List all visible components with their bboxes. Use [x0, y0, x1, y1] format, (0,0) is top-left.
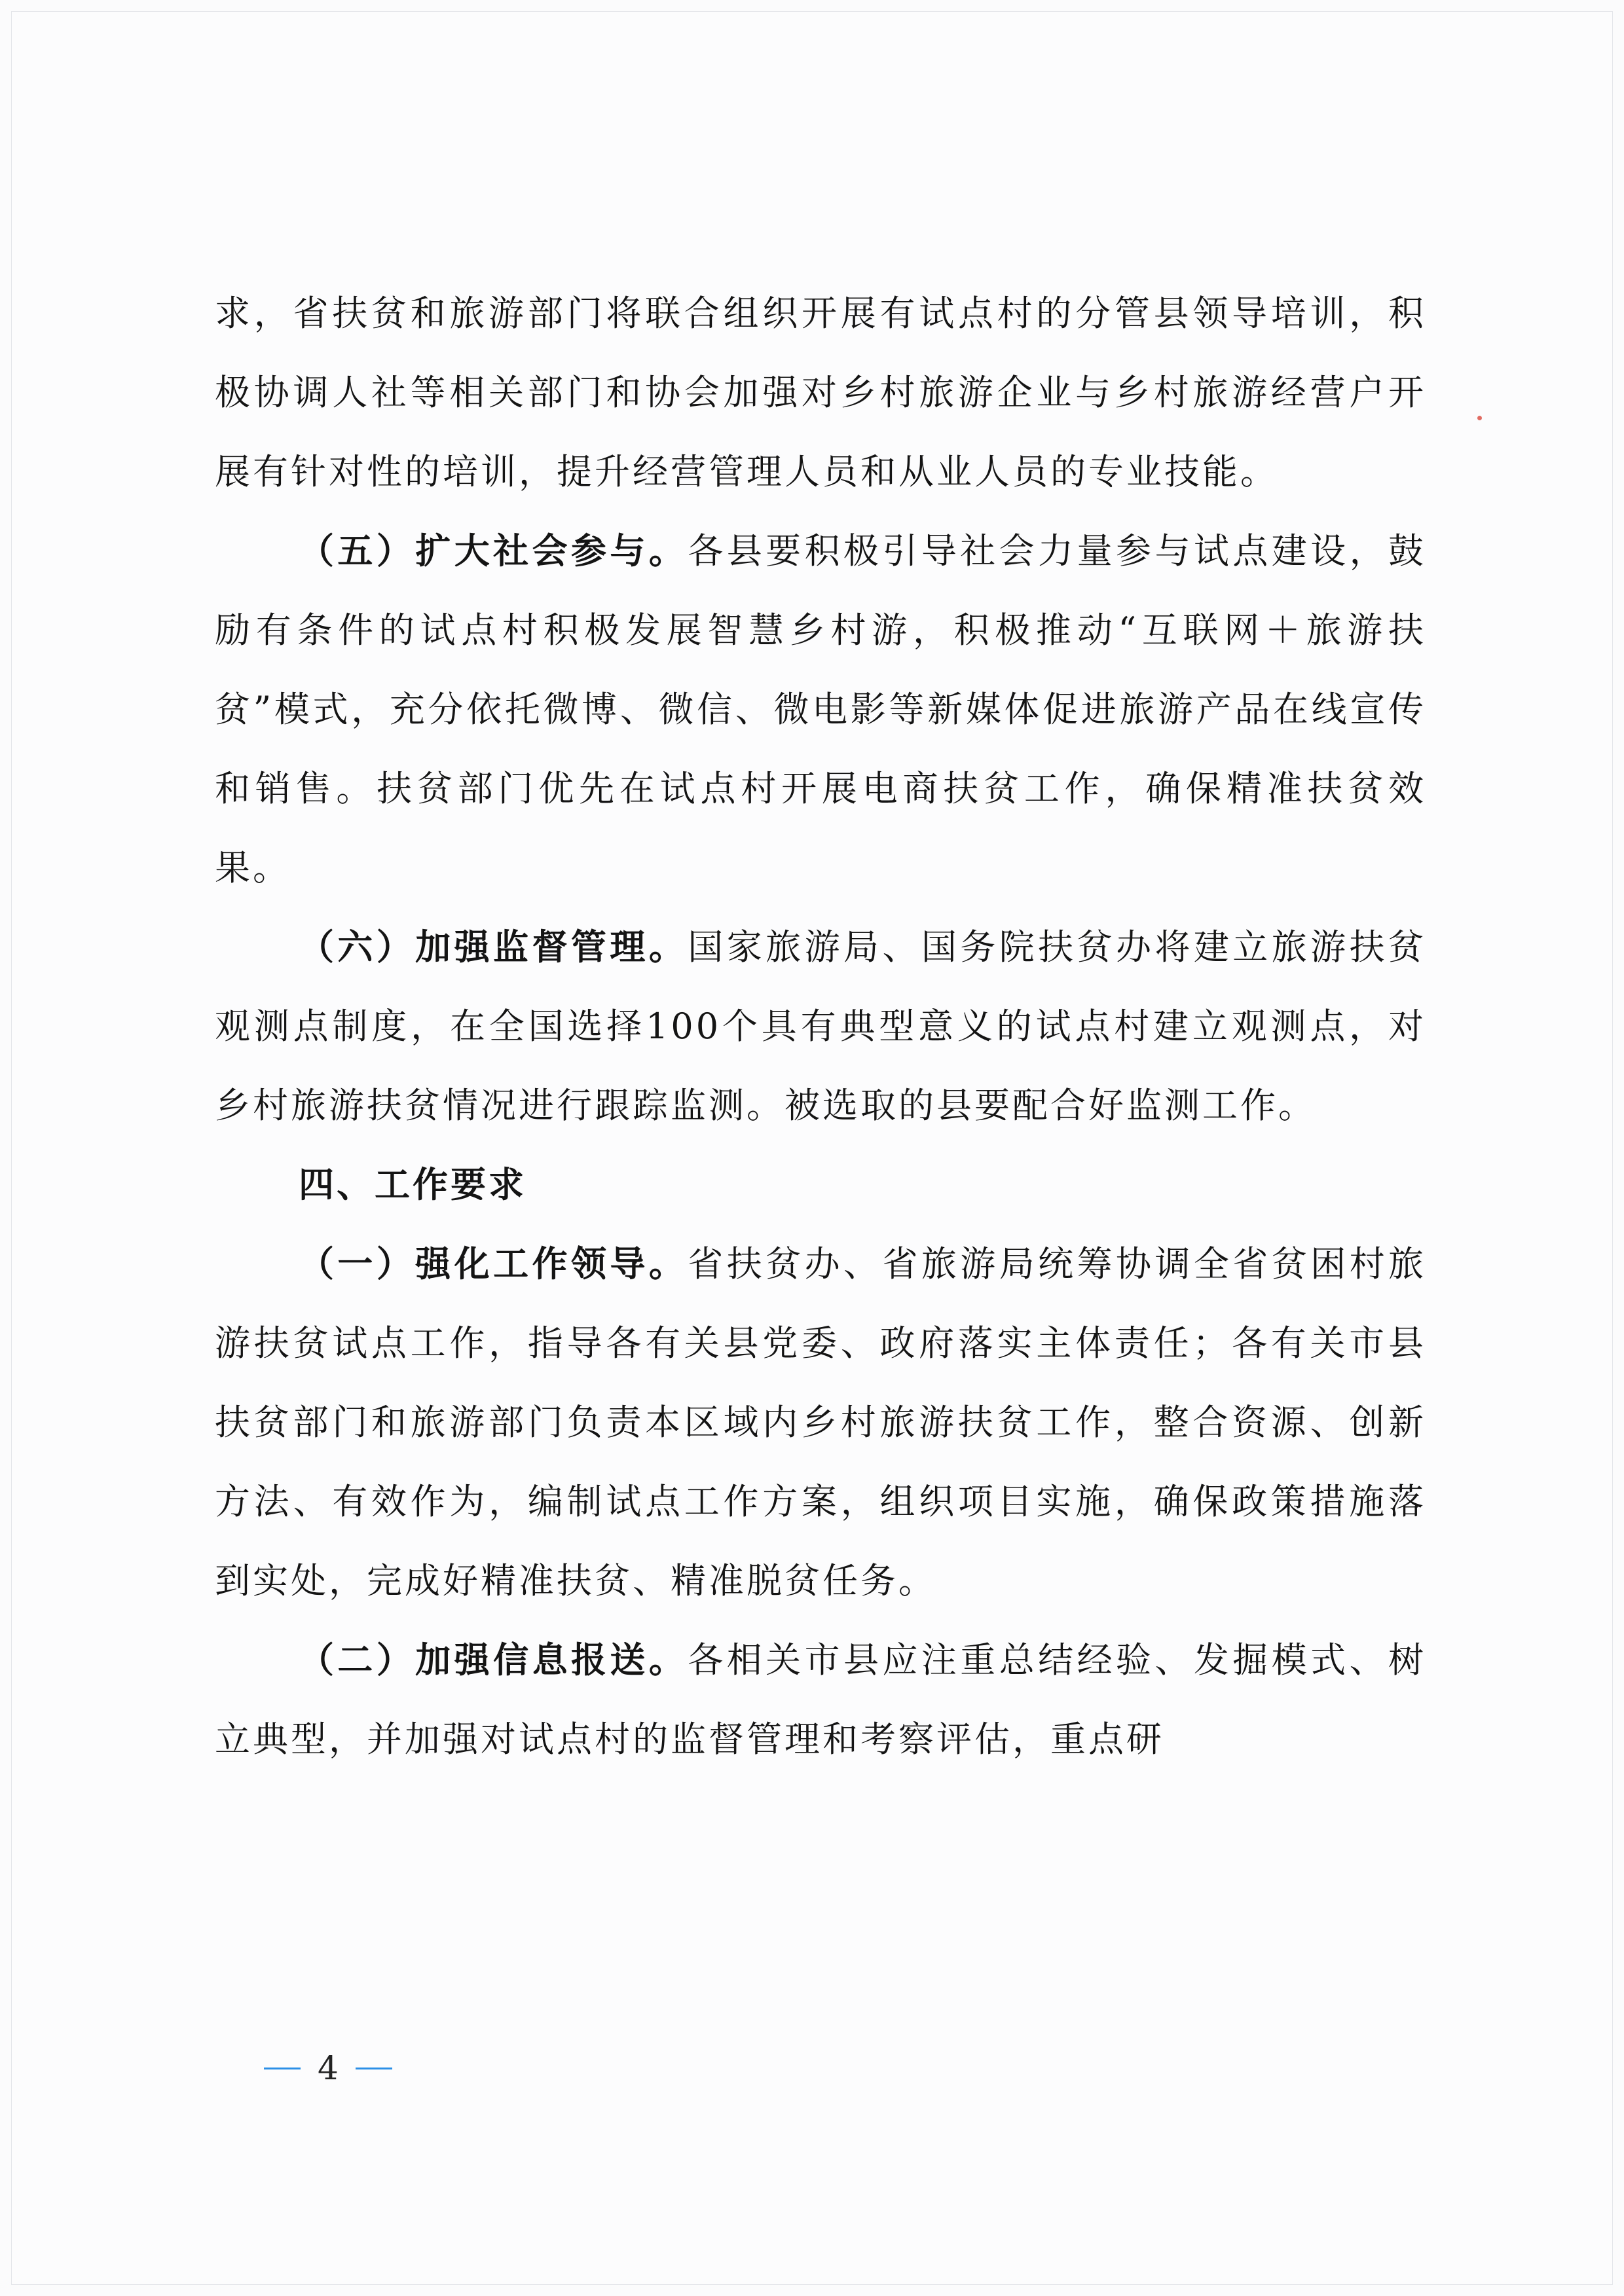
scan-speck [1477, 416, 1482, 420]
paragraph-lead: （二）加强信息报送。 [299, 1639, 688, 1681]
paragraph-supervision [215, 907, 1426, 1145]
document-text [215, 274, 1426, 1779]
left-dash [264, 2068, 301, 2069]
paragraph-body: 各县要积极引导社会力量参与试点建设，鼓励有条件的试点村积极发展智慧乡村游，积极推动“互联网＋旅游扶贫”模式，充分依托微博、微信、微电影等新媒体促进旅游产品在线宣传和销售。扶贫部门优先在试点村开展电商扶贫工作，确保精准扶贫效果。 [215, 530, 1427, 888]
paragraph-information-reporting [215, 1620, 1426, 1779]
paragraph-leadership [215, 1224, 1426, 1620]
paragraph-body: 省扶贫办、省旅游局统筹协调全省贫困村旅游扶贫试点工作，指导各有关县党委、政府落实主体责任；各有关市县扶贫部门和旅游部门负责本区域内乡村旅游扶贫工作，整合资源、创新方法、有效作为，编制试点工作方案，组织项目实施，确保政策措施落到实处，完成好精准扶贫、精准脱贫任务。 [215, 1243, 1427, 1601]
section-heading-work-requirements: 四、工作要求 [299, 1164, 526, 1205]
right-dash [356, 2068, 392, 2069]
paragraph-body: 各相关市县应注重总结经验、发掘模式、树立典型，并加强对试点村的监督管理和考察评估，重点研 [215, 1639, 1427, 1760]
scanned-paper [12, 12, 1612, 2284]
page-number-text: 4 [318, 2049, 339, 2087]
paragraph-social-participation [215, 511, 1426, 907]
paragraph-lead: （六）加强监督管理。 [299, 926, 688, 968]
paragraph-body: 国家旅游局、国务院扶贫办将建立旅游扶贫观测点制度，在全国选择100个具有典型意义的试点村建立观测点，对乡村旅游扶贫情况进行跟踪监测。被选取的县要配合好监测工作。 [215, 926, 1427, 1126]
page-number [264, 2049, 392, 2087]
paragraph-continuation: 求，省扶贫和旅游部门将联合组织开展有试点村的分管县领导培训，积极协调人社等相关部门和协会加强对乡村旅游企业与乡村旅游经营户开展有针对性的培训，提升经营管理人员和从业人员的专业技能。 [215, 293, 1426, 492]
paragraph-lead: （五）扩大社会参与。 [299, 530, 688, 572]
paragraph-lead: （一）强化工作领导。 [299, 1243, 688, 1285]
